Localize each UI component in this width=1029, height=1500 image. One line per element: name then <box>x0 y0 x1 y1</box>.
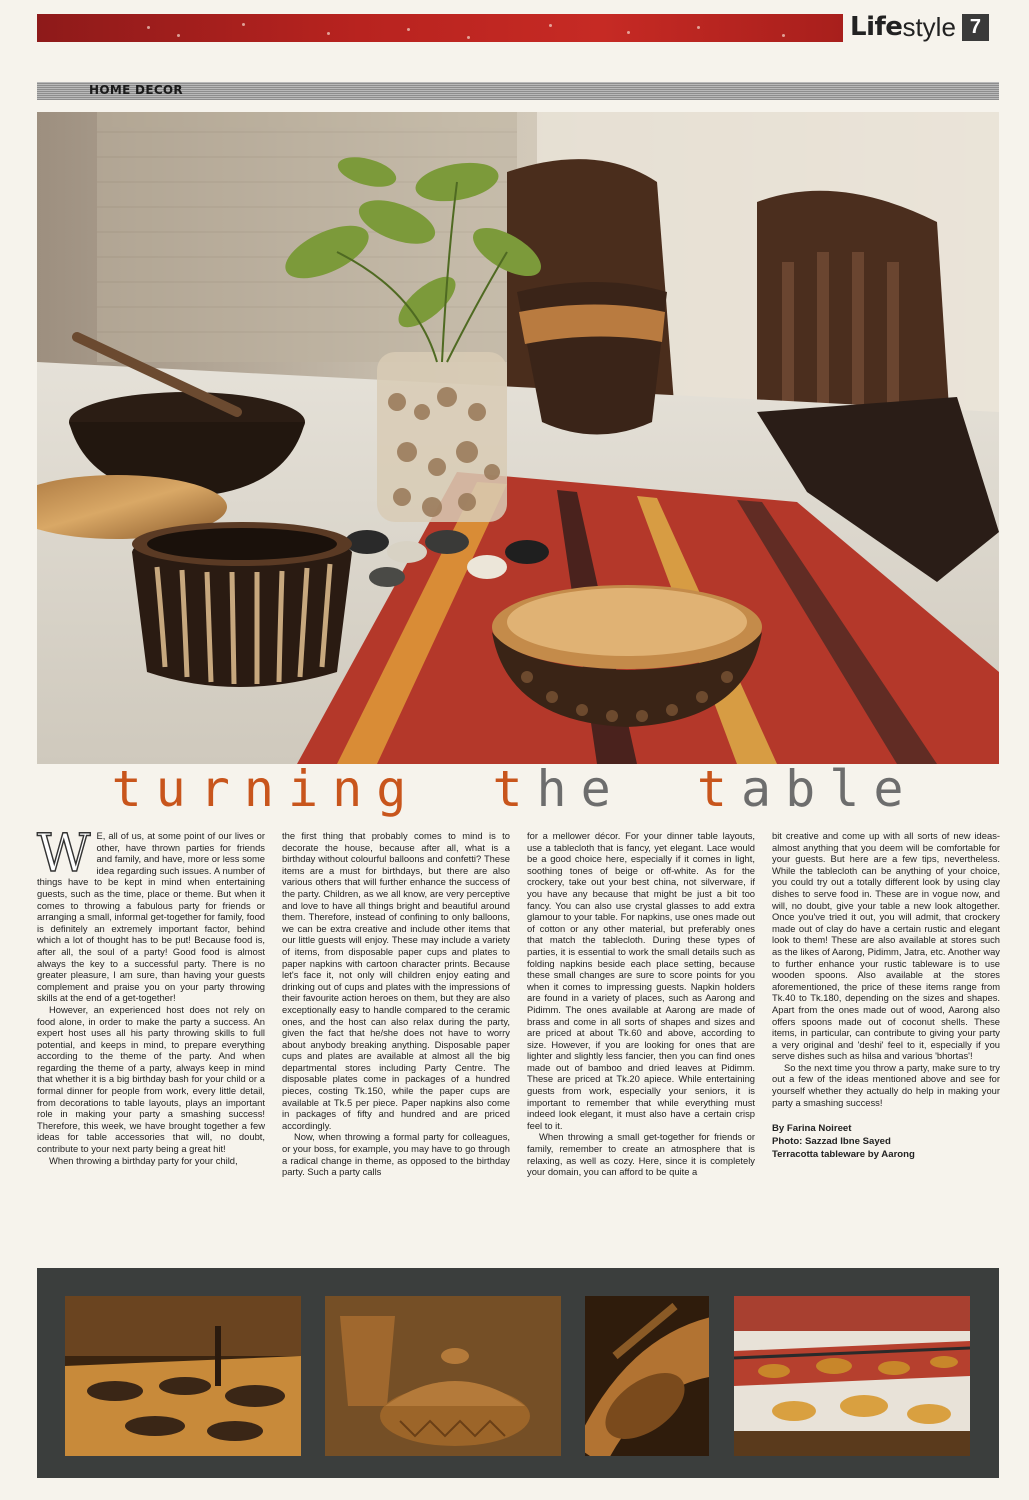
headline-letter: l <box>829 760 874 818</box>
banner-speck <box>407 28 410 31</box>
col4-paragraph-1: bit creative and come up with all sorts of new ideas- almost anything that you deem will be comfortable for your guests. But here are a few tips, nevertheless. While the tablecloth can be anything of your choice, you could try out a totally different look by using clay dishes to serve food in. These are in vogue now, and will, no doubt, give your table a new look altogether. Once you've tried it out, you will admit, that crockery made out of clay do have a certain rustic and elegant look to them! These are also available at stores such as the likes of Aarong, Pidimm, Jatra, etc. Another way to further enhance your rustic tableware is to use wooden spoons. Also available at the stores aforementioned, the price of these items range from Tk.40 to Tk.180, depending on the sizes and shapes. Apart from the ones made out of wood, Aarong also offers spoons made out of coconut shells. These items, in particular, can contribute to giving your party a very original and 'deshi' feel to it, especially if you serve dishes such as hilsa and various 'bhortas'! <box>772 830 1000 1062</box>
headline-letter-accent: u <box>155 760 200 818</box>
dropcap-letter: W <box>37 824 91 884</box>
byline: By Farina Noireet <box>772 1123 852 1135</box>
article-body <box>37 824 1000 1250</box>
col2-paragraph-2: Now, when throwing a formal party for colleagues, or your boss, for example, you may have to go through a radical change in theme, as opposed to the birthday party. Such a party calls <box>282 1131 510 1178</box>
headline-letter-accent: t <box>111 760 156 818</box>
article-column-2 <box>282 830 510 1178</box>
thumb-photo-wooden-spoon <box>585 1296 709 1456</box>
hero-photo <box>37 112 999 764</box>
col3-paragraph-1: for a mellower décor. For your dinner table layouts, use a tablecloth that is fancy, yet elegant. Lace would be a good choice here, especially if it comes in light, soothing tones of beige or off-white. As for the crockery, take out your best china, not silverware, if you have any because that might be just a bit too fancy. You can also use crystal glasses to add extra glamour to your table. For napkins, use ones made out of cotton or any other material, but preferably ones that match the tablecloth. During these types of parties, it is essential to work the small details such as folding napkins beside each place setting, because these small changes are sure to score points for you when it comes to impressing guests. Napkin holders are found in a variety of places, such as Aarong and Pidimm. The ones available at Aarong are made of brass and come in all sorts of shapes and sizes and are priced at about Tk.60 and above, according to size. However, if you are looking for ones that are lighter and slightly less fancier, then you can find ones made out of bamboo and dried leaves at Pidimm. These are priced at Tk.20 apiece. While entertaining guests from work, especially your seniors, it is important to remember that while everything must indeed look elegant, it must also have a certain crisp feel to it. <box>527 830 755 1131</box>
headline-letter-accent: g <box>376 760 421 818</box>
banner-speck <box>177 34 180 37</box>
headline-letter-accent: n <box>243 760 288 818</box>
headline-word-the <box>492 760 624 818</box>
header-banner <box>37 14 843 42</box>
banner-speck <box>327 32 330 35</box>
article-credits <box>772 1122 1000 1161</box>
section-brand <box>850 12 989 42</box>
hero-photo-illustration <box>37 112 999 764</box>
article-column-4 <box>772 830 1000 1161</box>
headline-letter: e <box>873 760 918 818</box>
headline-letter-accent: r <box>199 760 244 818</box>
col4-paragraph-2: So the next time you throw a party, make sure to try out a few of the ideas mentioned above and see for yourself whether they actually do help in making your party a smashing success! <box>772 1061 1000 1108</box>
col1-paragraph-2: However, an experienced host does not rely on food alone, in order to make the party a success. An expert host uses all his party throwing skills to full potential, and keeps in mind, to prepare everything according to the theme of the party. And when regarding the theme of a party, always keep in mind that whether it is a big birthday bash for your child or a formal dinner for people from work, every little detail, from decorations to table layouts, plays an important role in making your party a smashing success! Therefore, this week, we have brought together a few ideas for table accessories that will, no doubt, contribute to your next party being a great hit! <box>37 1003 265 1155</box>
banner-speck <box>147 26 150 29</box>
banner-speck <box>242 23 245 26</box>
article-column-1 <box>37 824 265 1166</box>
col3-paragraph-2: When throwing a small get-together for friends or family, remember to create an atmosphere that is relaxing, as well as cozy. Here, since it is completely your domain, you can afford to be quite a <box>527 1131 755 1178</box>
product-credit: Terracotta tableware by Aarong <box>772 1149 915 1161</box>
brand-light-text: style <box>902 11 956 42</box>
thumb-photo-party-spread <box>734 1296 970 1456</box>
headline-letter: e <box>580 760 625 818</box>
headline-letter: b <box>785 760 830 818</box>
col1-paragraph-3: When throwing a birthday party for your child, <box>49 1154 238 1166</box>
banner-speck <box>467 36 470 39</box>
col2-paragraph-1: the first thing that probably comes to mind is to decorate the house, because after all, what is a birthday without colourful balloons and confetti? These items are a must for birthdays, but there are also various others that will further enhance the success of the party. Children, as we all know, are very perceptive and love to have all things bright and beautiful around them. Therefore, instead of confining to only balloons, we can be extra creative and include other items that our little guests will enjoy. These may include a variety of items, from disposable paper cups and plates to paper napkins with cartoon character prints. Because let's face it, not only will children enjoy eating and drinking out of cups and plates with the impressions of their favourite action heroes on them, but they are also exceptionally easy to handle compared to the ceramic ones, and the host can also relax during the party, given the fact that he/she does not have to worry about anybody breaking anything. Disposable paper cups and plates are available at almost all the big departmental stores including Party Centre. The disposable plates come in packages of a hundred pieces, costing Tk.150, while the paper cups are available at Tk.5 per piece. Paper napkins also come in packages of fifty and hundred and are priced accordingly. <box>282 830 510 1131</box>
headline-letter: h <box>536 760 581 818</box>
photo-strip <box>37 1268 999 1478</box>
thumb-photo-terracotta-pots <box>325 1296 561 1456</box>
article-column-3 <box>527 830 755 1178</box>
section-tag-bar <box>37 82 999 100</box>
headline <box>0 760 1029 818</box>
headline-word-table <box>697 760 918 818</box>
headline-letter-accent: t <box>696 760 741 818</box>
brand-bold-text: Life <box>850 12 903 42</box>
page-number: 7 <box>962 14 989 41</box>
thumb-photo-table-setting <box>65 1296 301 1456</box>
headline-letter-accent: i <box>288 760 333 818</box>
section-label: HOME DECOR <box>89 83 183 97</box>
col1-paragraph-1: E, all of us, at some point of our lives or other, have thrown parties for friends and family, and have, more or less some idea regarding such issues. A number of things have to be kept in mind when entertaining guests, such as the time, place or theme. But when it comes to throwing a fabulous party for friends or arranging a small, informal get-together for family, food is definitely an extremely important factor, behind which a lot of thought has to be put! Because food is, after all, the soul of a party! Good food is almost always the key to a successful party. There is no greater pleasure, I am sure, than having your guests complement and praise you on your party throwing skills at the end of a get-together! <box>37 830 265 1004</box>
banner-speck <box>627 31 630 34</box>
headline-letter: a <box>740 760 786 818</box>
banner-speck <box>782 34 785 37</box>
headline-letter-accent: n <box>332 760 377 818</box>
banner-speck <box>549 24 552 27</box>
headline-letter-accent: t <box>492 760 537 818</box>
photo-credit: Photo: Sazzad Ibne Sayed <box>772 1136 891 1148</box>
headline-word-turning <box>112 760 421 818</box>
banner-speck <box>697 26 700 29</box>
